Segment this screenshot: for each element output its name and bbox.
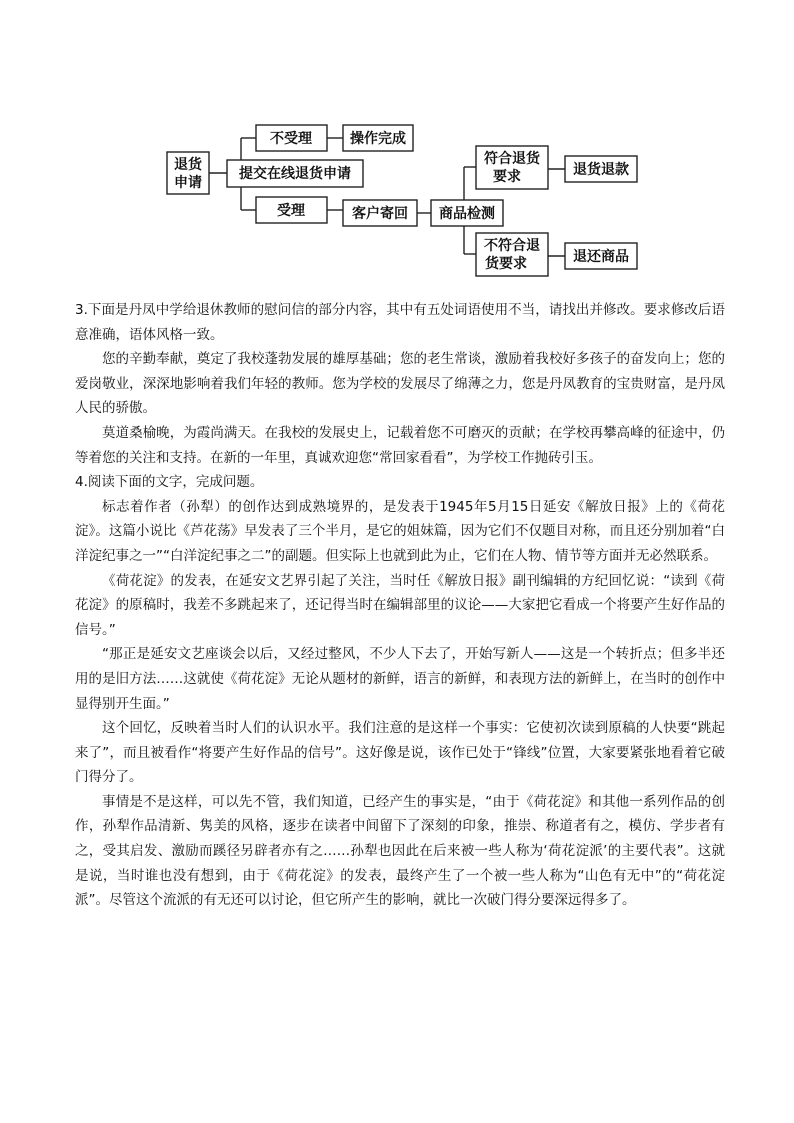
return-goods-label: 退还商品 xyxy=(573,249,629,265)
question-4-prompt: 4.阅读下面的文字，完成问题。 xyxy=(75,474,264,491)
passage-paragraph-5: 事情是不是这样，可以先不管，我们知道，已经产生的事实是，“由于《荷花淀》和其他一系列作品的创作，孙犁作品清新、隽美的风格，逐步在读者中间留下了深刻的印象，推崇、称道者有之，模仿、学步者有之，受其启发、激励而蹊径另辟者亦有之……孙犁也因此在后来被一些人称为‘荷花淀派’的主要代表”。这就是说，当时谁也没有想到，由于《荷花淀》的发表，最终产生了一个被一些人称为“山色有无中”的“荷花淀派”。尽管这个流派的有无还可以讨论，但它所产生的影响，就比一次破门得分要深远得多了。 xyxy=(75,793,725,909)
start-label-2: 申请 xyxy=(174,175,202,191)
accept-label: 受理 xyxy=(277,203,305,219)
return-process-flowchart xyxy=(0,0,794,300)
letter-paragraph-2: 莫道桑榆晚，为霞尚满天。在我校的发展史上，记载着您不可磨灭的贡献；在学校再攀高峰的征途中，仍等着您的关注和支持。在新的一年里，真诚欢迎您“常回家看看”，为学校工作抛砖引玉。 xyxy=(75,424,725,466)
start-label-1: 退货 xyxy=(174,157,202,173)
passage-paragraph-1: 标志着作者（孙犁）的创作达到成熟境界的，是发表于1945年5月15日延安《解放日报》上的《荷花淀》。这篇小说比《芦花荡》早发表了三个半月，是它的姐妹篇，因为它们不仅题目对称，而且还分别加着“白洋淀纪事之一”“白洋淀纪事之二”的副题。但实际上也就到此为止，它们在人物、情节等方面并无必然联系。 xyxy=(75,498,725,564)
passage-paragraph-2: 《荷花淀》的发表，在延安文艺界引起了关注，当时任《解放日报》副刊编辑的方纪回忆说：“读到《荷花淀》的原稿时，我差不多跳起来了，还记得当时在编辑部里的议论——大家把它看成一个将要产生好作品的信号。” xyxy=(75,572,725,638)
not-meets-label-1: 不符合退 xyxy=(484,238,540,254)
inspect-label: 商品检测 xyxy=(439,206,495,222)
not-meets-label-2: 货要求 xyxy=(485,256,527,272)
passage-paragraph-4: 这个回忆，反映着当时人们的认识水平。我们注意的是这样一个事实：它使初次读到原稿的人快要“跳起来了”，而且被看作“将要产生好作品的信号”。这好像是说，该作已处于“锋线”位置，大家要紧张地看着它破门得分了。 xyxy=(75,720,725,786)
letter-paragraph-1: 您的辛勤奉献，奠定了我校蓬勃发展的雄厚基础；您的老生常谈，激励着我校好多孩子的奋发向上；您的爱岗敬业，深深地影响着我们年轻的教师。您为学校的发展尽了绵薄之力，您是丹凤教育的宝贵财富，是丹凤人民的骄傲。 xyxy=(75,351,725,417)
reject-label: 不受理 xyxy=(270,131,312,147)
worksheet-text xyxy=(75,298,725,913)
submit-label: 提交在线退货申请 xyxy=(239,166,351,182)
send-back-label: 客户寄回 xyxy=(352,206,408,222)
meets-label-1: 符合退货 xyxy=(484,151,540,167)
question-3-prompt: 3.下面是丹凤中学给退休教师的慰问信的部分内容，其中有五处词语使用不当，请找出并修改。要求修改后语意准确，语体风格一致。 xyxy=(75,302,725,343)
passage-paragraph-3: “那正是延安文艺座谈会以后，又经过整风，不少人下去了，开始写新人——这是一个转折点；但多半还用的是旧方法……这就使《荷花淀》无论从题材的新鲜，语言的新鲜，和表现方法的新鲜上，在当时的创作中显得别开生面。” xyxy=(75,646,725,712)
meets-label-2: 要求 xyxy=(493,169,521,185)
refund-label: 退货退款 xyxy=(573,162,629,178)
done-label: 操作完成 xyxy=(350,131,406,147)
